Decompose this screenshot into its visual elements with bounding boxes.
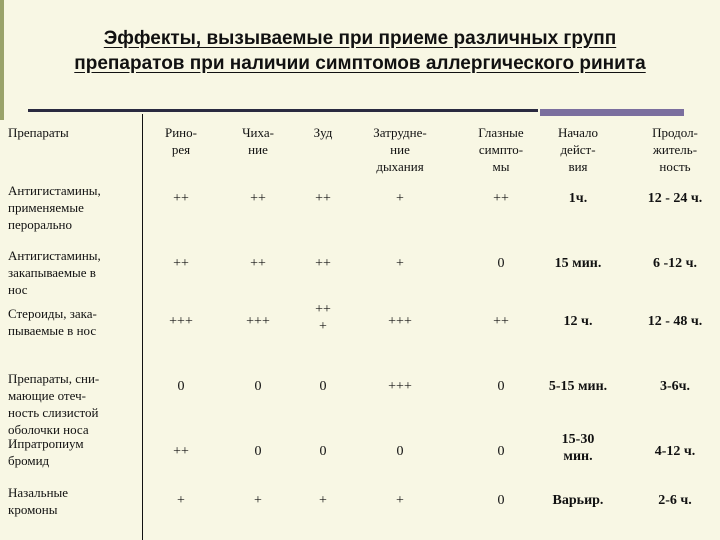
row-drug-name: Антигистамины, применяемые перорально: [8, 183, 101, 232]
header-col-2: Чиха- ние: [242, 125, 274, 157]
table-cell: ++: [250, 256, 266, 271]
table-cell: Варьир.: [552, 493, 604, 508]
table-cell: +: [396, 256, 404, 271]
table-cell: +: [396, 493, 404, 508]
table-cell: ++ +: [315, 302, 331, 334]
table-cell: 0: [254, 444, 262, 459]
table-cell: +++: [388, 314, 412, 329]
header-col-6: Начало дейст- вия: [557, 125, 599, 174]
header-col-1: Рино- рея: [165, 125, 197, 157]
table-cell: 0: [177, 379, 185, 394]
row-drug-name: Назальные кромоны: [8, 485, 69, 517]
table-cell: ++: [173, 256, 189, 271]
table-cell: 6 -12 ч.: [652, 256, 698, 271]
title-line-1: Эффекты, вызываемые при приеме различных групп: [103, 28, 617, 49]
table-cell: ++: [315, 191, 331, 206]
table-cell: 12 - 24 ч.: [647, 191, 703, 206]
table-cell: 0: [319, 444, 327, 459]
header-col-4: Затрудне- ние дыхания: [373, 125, 427, 174]
table-cell: 12 ч.: [563, 314, 593, 329]
table-cell: +: [177, 493, 185, 508]
title-line-2: препаратов при наличии симптомов аллергического ринита: [74, 53, 646, 74]
table-cell: 0: [319, 379, 327, 394]
header-col-7: Продол- житель- ность: [652, 125, 698, 174]
header-drugs: Препараты: [8, 125, 69, 140]
table-cell: 15 мин.: [554, 256, 602, 271]
row-drug-name: Стероиды, зака- пываемые в нос: [8, 306, 97, 338]
table-cell: 0: [396, 444, 404, 459]
table-cell: +++: [169, 314, 193, 329]
table-cell: +: [396, 191, 404, 206]
header-col-5: Глазные симпто- мы: [478, 125, 524, 174]
table-cell: 0: [497, 379, 505, 394]
table-cell: 3-6ч.: [659, 379, 691, 394]
row-drug-name: Препараты, сни- мающие отеч- ность слизистой оболочки носа: [8, 371, 100, 437]
row-drug-name: Антигистамины, закапываемые в нос: [8, 248, 101, 297]
header-col-3: Зуд: [313, 125, 333, 140]
table-cell: +: [319, 493, 327, 508]
table-cell: 0: [497, 256, 505, 271]
row-drug-name: Ипратропиум бромид: [8, 436, 84, 468]
table-cell: 2-6 ч.: [658, 493, 692, 508]
table-cell: ++: [315, 256, 331, 271]
table-cell: 1ч.: [568, 191, 588, 206]
table-cell: 5-15 мин.: [548, 379, 608, 394]
table-cell: 0: [497, 493, 505, 508]
table-cell: 4-12 ч.: [654, 444, 696, 459]
table-cell: 15-30 мин.: [561, 432, 595, 464]
table-cell: ++: [493, 314, 509, 329]
table-cell: 12 - 48 ч.: [647, 314, 703, 329]
table-cell: +++: [388, 379, 412, 394]
table-cell: +: [254, 493, 262, 508]
table-cell: ++: [173, 444, 189, 459]
table-cell: ++: [173, 191, 189, 206]
table-cell: 0: [254, 379, 262, 394]
table-cell: ++: [250, 191, 266, 206]
table-cell: +++: [246, 314, 270, 329]
table-cell: 0: [497, 444, 505, 459]
table-cell: ++: [493, 191, 509, 206]
